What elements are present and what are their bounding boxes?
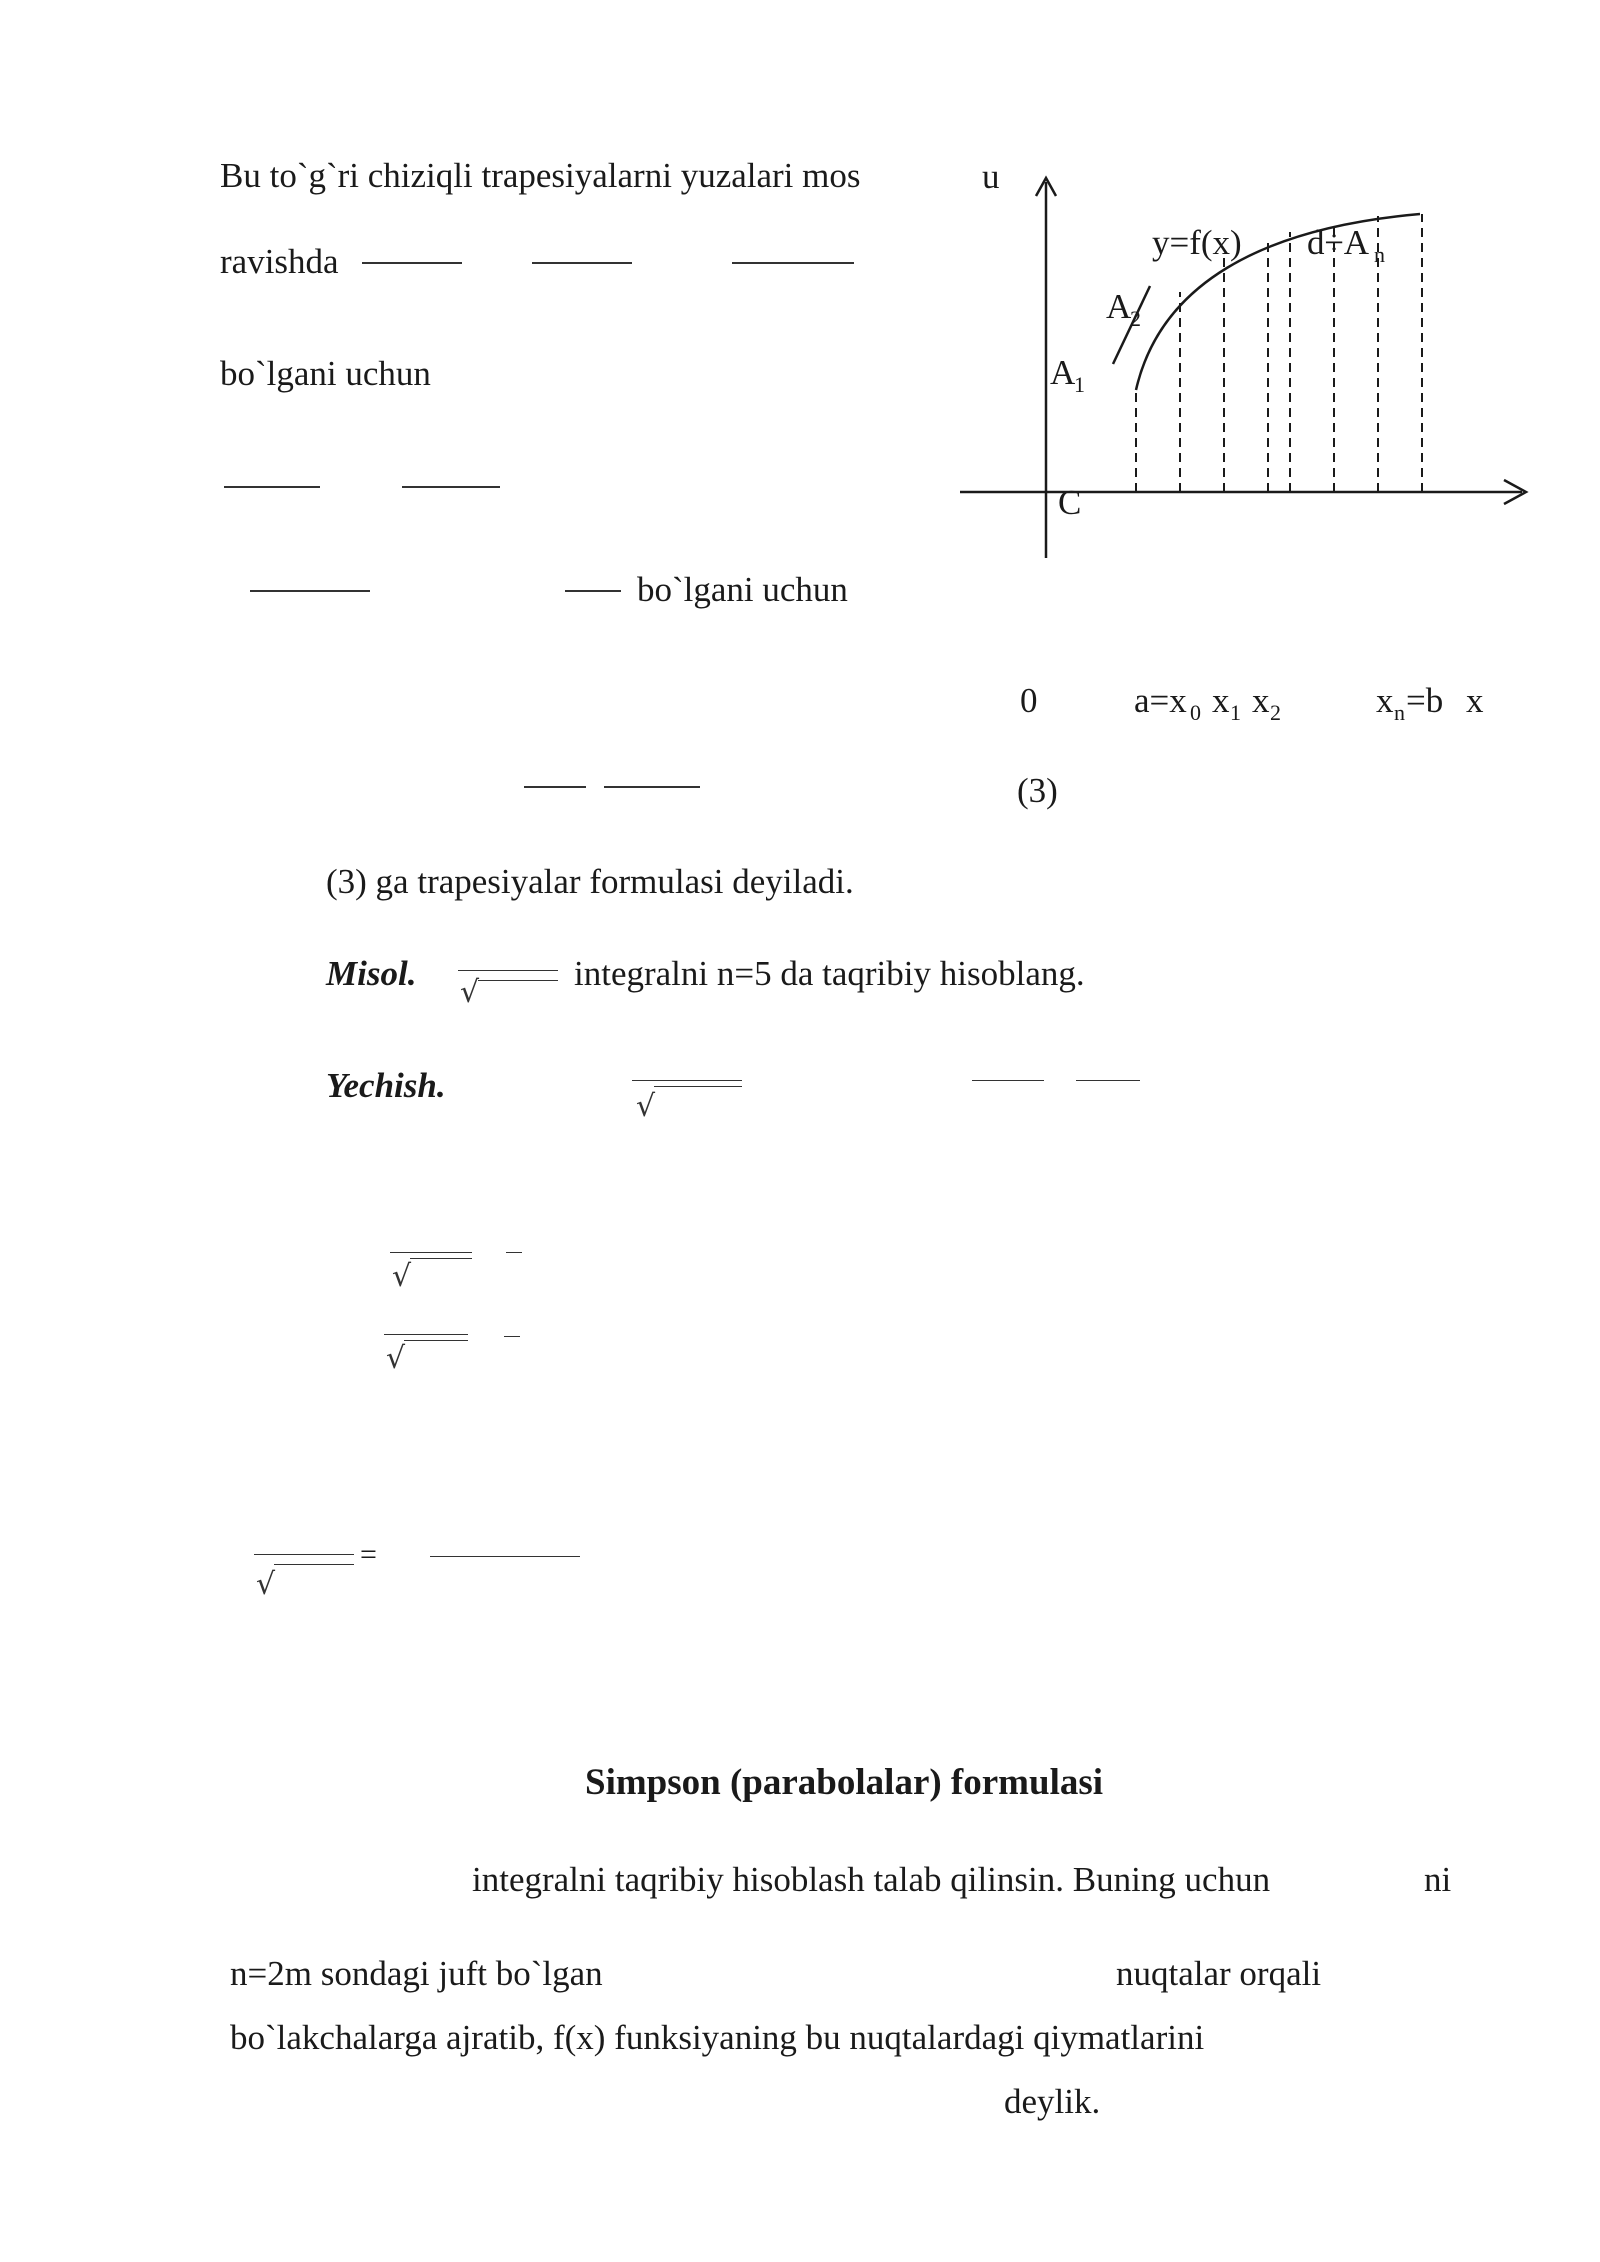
label-dA: d÷A xyxy=(1307,223,1369,262)
text-line-5: bo`lgani uchun xyxy=(637,570,848,609)
text-line-1: Bu to`g`ri chiziqli trapesiyalarni yuzalari mos xyxy=(220,156,861,195)
x-tick-xn-tail: =b xyxy=(1406,681,1444,720)
label-dA-sub: n xyxy=(1374,242,1385,267)
example-text: integralni n=5 da taqribiy hisoblang. xyxy=(574,954,1085,993)
sqrt-bar xyxy=(654,1086,742,1087)
label-A1: A xyxy=(1050,353,1076,392)
x-tick-x2-sub: 2 xyxy=(1270,700,1281,725)
x-tick-x2: x xyxy=(1252,681,1270,720)
text-line-3: bo`lgani uchun xyxy=(220,354,431,393)
sqrt-symbol: √ xyxy=(636,1089,656,1124)
sqrt-bar xyxy=(404,1340,468,1341)
x-tick-a: a=x xyxy=(1134,681,1187,720)
fraction-bar xyxy=(390,1252,472,1253)
simpson-line-3: bo`lakchalarga ajratib, f(x) funksiyaning bu nuqtalardagi qiymatlarini xyxy=(230,2018,1205,2057)
simpson-line-1: integralni taqribiy hisoblash talab qilinsin. Buning uchun xyxy=(472,1860,1271,1899)
x-tick-x1-sub: 1 xyxy=(1230,700,1241,725)
formula-note: (3) ga trapesiyalar formulasi deyiladi. xyxy=(326,862,854,901)
fraction-bar xyxy=(254,1554,354,1555)
sqrt-bar xyxy=(478,980,558,981)
text-line-2: ravishda xyxy=(220,242,339,281)
fraction-bar xyxy=(1076,1080,1140,1081)
simpson-line-2b: nuqtalar orqali xyxy=(1116,1954,1322,1993)
label-A2: A xyxy=(1106,287,1132,326)
simpson-line-1-tail: ni xyxy=(1424,1860,1452,1899)
simpson-line-4: deylik. xyxy=(1004,2082,1101,2121)
sqrt-bar xyxy=(274,1564,354,1565)
x-tick-xn: x xyxy=(1376,681,1394,720)
x-axis-label: x xyxy=(1466,681,1484,720)
simpson-line-2a: n=2m sondagi juft bo`lgan xyxy=(230,1954,603,1993)
equals-sign: = xyxy=(360,1538,377,1571)
solution-label: Yechish. xyxy=(326,1066,446,1105)
fraction-bar xyxy=(632,1080,742,1081)
fraction-bar xyxy=(506,1252,522,1253)
curve-label: y=f(x) xyxy=(1152,223,1242,262)
fraction-bar xyxy=(504,1336,520,1337)
fraction-bar xyxy=(458,970,558,971)
sqrt-symbol: √ xyxy=(386,1341,406,1376)
origin-label: 0 xyxy=(1020,681,1038,720)
y-axis-label: u xyxy=(982,157,1000,196)
x-tick-xn-sub: n xyxy=(1394,700,1405,725)
fraction-bar xyxy=(384,1334,468,1335)
sqrt-symbol: √ xyxy=(460,975,480,1010)
sqrt-symbol: √ xyxy=(256,1567,276,1602)
x-tick-x1: x xyxy=(1212,681,1230,720)
fraction-bar xyxy=(972,1080,1044,1081)
example-label: Misol. xyxy=(326,954,417,993)
sqrt-symbol: √ xyxy=(392,1259,412,1294)
label-A1-sub: 1 xyxy=(1074,372,1085,397)
sqrt-bar xyxy=(410,1258,472,1259)
equation-number: (3) xyxy=(1017,771,1058,810)
section-heading: Simpson (parabolalar) formulasi xyxy=(585,1762,1104,1803)
label-C: C xyxy=(1058,483,1082,522)
x-tick-a-sub: 0 xyxy=(1190,700,1201,725)
label-A2-sub: 2 xyxy=(1130,306,1141,331)
fraction-bar xyxy=(430,1556,580,1557)
